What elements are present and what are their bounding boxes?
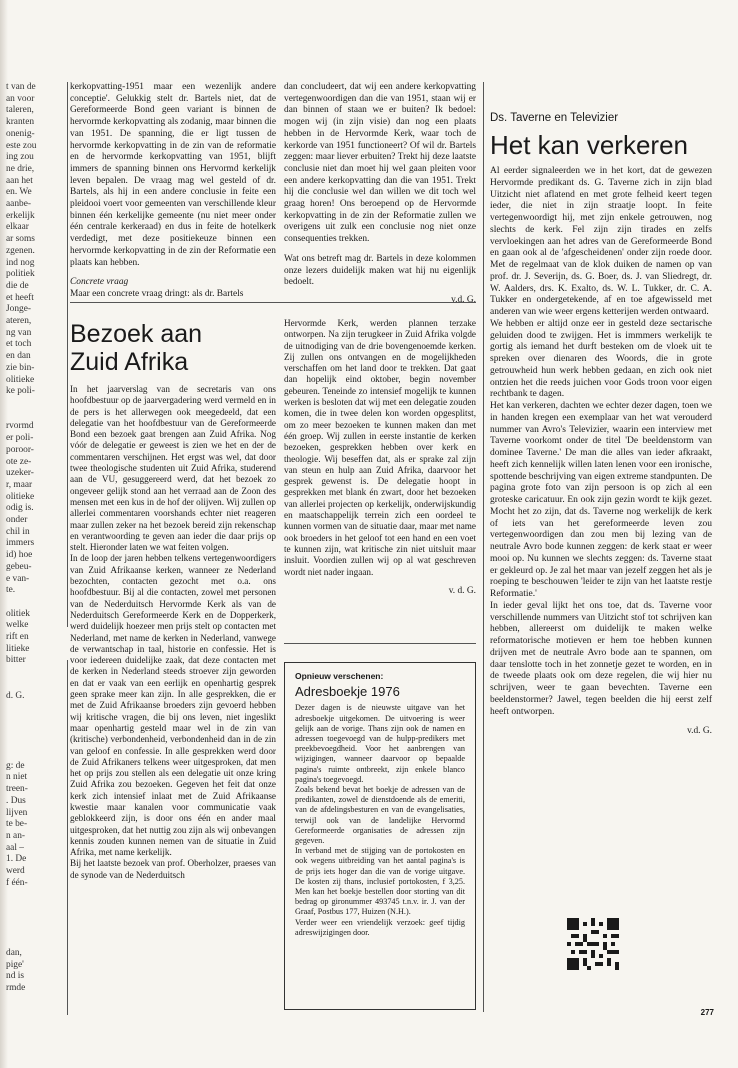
bezoek-p2: In de loop der jaren hebben telkens vertegenwoordigers van Zuid Afrikaanse kerken, wanneer ze Nederland bezochten, contacten gezocht met o.a. ons hoofdbestuur. Bij al die contacten, zowel met personen van de Nederduitsch Hervormde Kerk als van de Nederduitsch Gereformeerde Kerk en de Dopperkerk, werd duidelijk hoezeer men prijs stelt op contacten met Nederland, met name de kerken in Nederland, vanwege de verwantschap in taal, historie en confessie. Het is voor iedereen duidelijke zaak, dat deze contacten met de kerken in Nederland steeds stroever zijn geworden en dat er vaak van een eerlijk en openhartig gesprek geen sprake meer kan zijn. In alle gesprekken, die er met de Zuid Afrikaanse broeders zijn gevoerd hebben wij kritische vragen, die bij ons leven, niet ingeslikt maar openhartig gesteld maar wel in de zin van (kritische) verbondenheid, verbondenheid dan in de zin van geloof en confessie. In alle gesprekken werd door de Zuid Afrikaners telkens weer uitgesproken, dat men het op prijs zou stellen als een delegatie uit onze kring Zuid Afrika zou bezoeken. Gegeven het feit dat onze kerk zich intensief inlaat met de Zuid Afrikaanse kwestie maar kanalen voor communicatie vaak geblokkeerd zijn, is door ons één en ander maal uitgesproken, dat het nuttig zou zijn als wij onbevangen kennis zouden kunnen nemen van de situatie in Zuid Afrika, met name kerkelijk. — [70, 553, 276, 858]
margin-left-line — [6, 913, 64, 925]
margin-left-line: ote ze- — [6, 456, 32, 467]
column-rule-left — [67, 82, 68, 627]
margin-left-line: uzeker- — [6, 468, 34, 479]
box-p2: Zoals bekend bevat het boekje de adressen van de predikanten, zowel de dienstdoende als de emeriti, van de afdelingsbesturen en van de evangelisaties, terwijl ook van de landelijke Hervormd Gereformeerde organisaties de adressen zijn gegeven. — [295, 785, 465, 846]
left-margin-column — [6, 82, 64, 995]
right-article-body — [490, 166, 712, 738]
margin-left-line: ng van — [6, 327, 32, 338]
margin-left-line: welke — [6, 620, 29, 631]
right-article-kicker: Ds. Taverne en Televizier — [490, 112, 619, 124]
margin-left-line: werd — [6, 866, 25, 877]
margin-left-line: pige' — [6, 959, 24, 970]
margin-left-line: 1. De — [6, 854, 27, 865]
margin-left-line: poroor- — [6, 444, 34, 455]
right-article-title: Het kan verkeren — [490, 130, 688, 160]
margin-left-line: aan het — [6, 175, 33, 186]
right-article-signature: v.d. G. — [687, 726, 712, 737]
margin-left-line: aanbe- — [6, 199, 31, 210]
article-top-col2-p2: Wat ons betreft mag dr. Bartels in deze kolommen onze lezers duidelijk maken wat hij nu eigenlijk bedoelt. — [284, 253, 476, 288]
margin-left-line: et toch — [6, 339, 32, 350]
margin-left-line: . Dus — [6, 795, 26, 806]
margin-left-line — [6, 890, 64, 902]
bezoek-header — [70, 320, 276, 376]
box-title: Adresboekje 1976 — [295, 684, 400, 700]
box-kicker: Opnieuw verschenen: — [295, 671, 384, 681]
bezoek-col2 — [284, 318, 476, 597]
column-rule-left-lower — [67, 660, 68, 1015]
bezoek-p1: In het jaarverslag van de secretaris van ons hoofdbestuur op de jaarvergadering werd vermeld en in de pers is het allerwegen ook meegedeeld, dat een delegatie van het hoofdbestuur van de Gereformeerde Bond een bezoek gaat brengen aan Zuid Afrika. Nog vóór de delegatie er geweest is zien we het en der de commentaren verschijnen. Het ergst was wel, dat door twee theologische studenten uit Zuid Afrika, studerend aan de VU, gesuggereerd werd, dat het bezoek zo ongeveer gelijk stond aan het verraad aan de Zoon des mensen met een kus in de hof der olijven. Wij zullen op allerlei commentaren voorshands echter niet reageren maar zullen zeker na het bezoek bereid zijn rekenschap en verantwoording te geven aan ieder die daar prijs op stelt. Hieronder laten we wat feiten volgen. — [70, 384, 276, 553]
margin-left-line: n an- — [6, 831, 26, 841]
margin-left-line: odig is. — [6, 503, 34, 514]
margin-left-line — [6, 901, 64, 913]
margin-left-line — [6, 702, 64, 714]
margin-left-line — [6, 410, 64, 422]
margin-left-line: treen- — [6, 784, 28, 795]
right-article-p4: In ieder geval lijkt het ons toe, dat ds. Taverne voor verschillende nummers van Uitzicht stof tot schrijven kan hebben, allereerst om duidelijk te maken welke reformatorische motieven er hem toe hebben kunnen drijven met de neutrale Avro bode aan te spannen, om daar tenslotte toch in het zonnetje gezet te worden, en in de tweede plaats ook om deze regelen, die wij hier nu schrijven, weer te gaan bevechten. Taverne een beeldenstormer? Jawel, tegen beelden die hij eerst zelf heeft ontworpen. — [490, 600, 712, 717]
margin-left-line: f één- — [6, 877, 28, 888]
margin-left-line: zgenen. — [6, 245, 35, 256]
margin-left-line: gebeu- — [6, 561, 32, 572]
margin-left-line: dan, — [6, 948, 22, 959]
right-article-p2: We hebben er altijd onze eer in gesteld deze sectarische geluiden dood te zwijgen. Het is immmers werkelijk te gortig als iemand het durft besteken om de vloek uit te spreken over dienaren des Woords, die in grote getrouwheid hun werk hebben gedaan, en zich ook niet ontzien het die reeds juichen voor Gods troon voor eigen rechtbank te dagen. — [490, 318, 712, 400]
margin-left-line: ing zou — [6, 152, 34, 163]
margin-left-line: olitiek — [6, 608, 30, 619]
margin-left-line: olitieke — [6, 374, 35, 385]
bezoek-title-line2: Zuid Afrika — [70, 348, 189, 376]
margin-left-line: taleren, — [6, 105, 34, 116]
article-top-col2 — [284, 82, 476, 307]
margin-left-line: rmde — [6, 983, 26, 994]
margin-left-line: te be- — [6, 819, 28, 830]
margin-left-line: et heeft — [6, 292, 34, 303]
bezoek-p3: Bij het laatste bezoek van prof. Oberholzer, praeses van de synode van de Nederduitsch — [70, 858, 276, 880]
margin-left-line: lijven — [6, 807, 28, 818]
bezoek-signature: v. d. G. — [448, 585, 476, 596]
box-p1: Dezer dagen is de nieuwste uitgave van het adresboekje uitgekomen. De uitvoering is weer gelijk aan de vorige. Thans zijn ook de namen en adressen toegevoegd van de hulpp-predikers met preekbevoegdheid. Voor het aanbrengen van wijzigingen, wanneer daarvoor op bepaalde pagina's ruimte ontbreekt, zijn enkele blanco pagina's toegevoegd. — [295, 703, 465, 784]
margin-left-line: en. We — [6, 187, 32, 198]
margin-left-line — [6, 398, 64, 410]
margin-left-line: an voor — [6, 93, 35, 104]
margin-left-line: zie bin- — [6, 362, 35, 373]
margin-left-line: r, maar — [6, 479, 33, 490]
margin-left-line — [6, 597, 64, 609]
margin-left-line: erkelijk — [6, 210, 35, 221]
margin-left-line: e van- — [6, 573, 30, 584]
bezoek-p4: Hervormde Kerk, werden plannen terzake ontworpen. Na zijn terugkeer in Zuid Afrika volgde de uitnodiging van de drie bovengenoemde kerken. Zij zullen ons ontvangen en de mogelijkheden verschaffen om het land door te trekken. Dat gaat dan hopelijk eind oktober, begin november gebeuren. Teneinde zo intensief mogelijk te kunnen werken is besloten dat wij met een delegatie zouden komen, die in twee delen kon worden opgesplitst, om zo meer bezoeken te kunnen maken dan met één groep. Wij zullen in eerste instantie de kerken bezoeken, gesprekken hebben over kerk en theologie. Wij beseffen dat, als er sprake zal zijn van steun en hulp aan Zuid Afrika, daarvoor het gesprek gewenst is. De delegatie hoopt in gesprekken met blank én zwart, door het bezoeken van allerlei projecten op kerkelijk, onderwijskundig en maatschappelijk terrein zich een oordeel te kunnen vormen van de situatie daar, maar met name ook broeders in het geloof tot een hand en een voet te kunnen zijn, wat kritische zin niet uitsluit maar insluit. Voordien zullen wij op al wat geschreven wordt niet nader ingaan. — [284, 318, 476, 577]
margin-left-line — [6, 679, 64, 691]
box-p4: Verder weer een vriendelijk verzoek: geef tijdig adreswijzigingen door. — [295, 917, 465, 937]
page-number: 277 — [700, 1008, 714, 1017]
margin-left-line: nd is — [6, 971, 24, 982]
article-top-col1 — [70, 82, 276, 301]
margin-left-line: politiek — [6, 269, 35, 280]
margin-left-line: onder — [6, 515, 28, 526]
article-top-col2-p1: dan concludeert, dat wij een andere kerkopvatting vertegenwoordigen dan die van 1951, staan wij er dan binnen of staan we er buiten? Ik bedoel: mogen wij (in zijn visie) dan nog een plaats hebben in de Hervormde Kerk, waar toch de kerkorde van 1951 functioneert? Of wil dr. Bartels zeggen: maar liever erbuiten? Trekt hij deze laatste conclusie niet dan moet hij wel gaan pleiten voor een andere kerkopvatting dan die van 1951. Trekt hij die conclusie wel dan willen we dit toch wel graag horen! Ons beroepend op de Hervormde kerkopvatting in de zin der Reformatie zullen we overigens uit zulk een conclusie nog niet onze consequenties trekken. — [284, 82, 476, 245]
margin-left-line — [6, 667, 64, 679]
bezoek-title-line1: Bezoek aan — [70, 320, 203, 348]
margin-left-line: bitter — [6, 655, 26, 666]
article-top-col1-text: kerkopvatting-1951 maar een wezenlijk andere conceptie'. Gelukkig stelt dr. Bartels niet, dat de Gereformeerde Bond geen variant is binnen de hervormde kerkopvatting als zodanig, maar binnen die van 1951. De spanning, die er ligt tussen de hervormde kerkopvatting in de zin van de reformatie en de hervormde kerkopvatting van 1951, blijft immers de spanning binnen ons Hervormd kerkelijk leven bepalen. De vraag mag wel gesteld of dr. Bartels, als hij in een andere conclusie in feite een pleidooi voert voor gemeenten van verschillende kleur binnen één kerkelijke gemeente (nu niet meer onder één centrale kerkeraad) en dus in feite de hotelkerk verdedigt, met deze positiekeuze binnen een hervormde kerkopvatting in de zin der Reformatie een plaats kan hebben. — [70, 82, 276, 268]
margin-left-line: chil in — [6, 526, 30, 537]
qr-code-stamp — [567, 918, 619, 970]
margin-left-line — [6, 925, 64, 937]
margin-left-line: die de — [6, 280, 29, 291]
margin-left-line: g: de — [6, 760, 25, 771]
margin-left-line — [6, 749, 64, 761]
margin-left-line: ind nog — [6, 257, 35, 268]
margin-left-line: te. — [6, 585, 16, 596]
margin-left-line: d. G. — [6, 690, 25, 701]
subhead-concrete-vraag: Concrete vraag — [70, 277, 129, 288]
margin-left-line: rift en — [6, 632, 29, 643]
adresboekje-box — [284, 662, 476, 1010]
margin-left-line: ke poli- — [6, 386, 35, 397]
margin-left-line: n niet — [6, 772, 28, 783]
margin-left-line: litieke — [6, 643, 30, 654]
margin-left-line: Jonge- — [6, 304, 31, 315]
margin-left-line: ateren, — [6, 316, 32, 327]
right-article-p3: Het kan verkeren, dachten we echter dezer dagen, toen we in handen kregen een exemplaar van het wat verouderd nummer van Avro's Televizier, waarin een interview met Taverne voorkomt onder de titel 'De beeldenstorm van dominee Taverne.' De man die alles van ieder afkraakt, heeft zich kennelijk willen laten lenen voor een ironische, spottende beschrijving van eigen extreme standpunten. De pagina grote foto van zijn persoon is op zich al een groteske caricatuur. En ook zijn gezin wordt te kijk gezet. Mocht het zo zijn, dat ds. Taverne nog werkelijk de kerk of iets van het gereformeerde leven zou vertegenwoordigen dan zou men bij lezing van de neutrale Avro bode kunnen zeggen: de kerk staat er weer mooi op. Nu kunnen we slechts zeggen: ds. Taverne staat er gekleurd op. Je zal het maar van jezelf zeggen het als je roeping te beschouwen 'leider te zijn van het laatste restje Reformatie.' — [490, 401, 712, 599]
right-article-header — [490, 112, 712, 160]
margin-left-line: este zou — [6, 140, 37, 151]
margin-left-line: elkaar — [6, 222, 29, 233]
margin-left-line — [6, 714, 64, 726]
margin-left-line: immers — [6, 538, 35, 549]
margin-left-line: en dan — [6, 351, 31, 362]
article-top-col1-last: Maar een concrete vraag dringt: als dr. Bartels — [70, 288, 244, 299]
margin-left-line: olitieke — [6, 491, 35, 502]
margin-left-line: er poli- — [6, 433, 34, 444]
margin-left-line: ne drie, — [6, 163, 35, 174]
margin-left-line: ar soms — [6, 234, 35, 245]
bezoek-end-rule — [284, 643, 476, 644]
margin-left-line: id) hoe — [6, 550, 33, 561]
margin-left-line: onenig- — [6, 128, 35, 139]
margin-left-line — [6, 737, 64, 749]
margin-left-line — [6, 936, 64, 948]
margin-left-line — [6, 726, 64, 738]
margin-left-line: aal – — [6, 842, 24, 853]
margin-left-line: kranten — [6, 117, 35, 128]
bezoek-col1 — [70, 384, 276, 881]
column-rule-right — [483, 82, 484, 1012]
margin-left-line: rvormd — [6, 421, 34, 432]
margin-left-line: t van de — [6, 82, 36, 92]
box-p3: In verband met de stijging van de portokosten en ook wegens uitbreiding van het aantal pagina's is de prijs iets hoger dan die van de vorige uitgave. De kosten zij thans, inclusief portokosten, f 3,25. Men kan het boekje bestellen door storting van dit bedrag op gironummer 493745 t.n.v. ir. J. van der Graaf, Postbus 177, Huizen (N.H.). — [295, 846, 465, 917]
article-top-signature: v.d. G. — [451, 294, 476, 305]
right-article-p1: Al eerder signaleerden we in het kort, dat de gewezen Hervormde predikant ds. G. Taverne zich in zijn blad Uitzicht niet aflatend en met grote felheid keert tegen ieder, die niet in zijn straatje loopt. In feite vertegenwoordigt hij, met zijn enkele getrouwen, nog slechts de kerk. Fel zijn zijn tirades en zelfs vervloekingen aan het adres van de Gereformeerde Bond en gaan ook al de 'afgescheidenen' onder zijn roede door. Met de regelmaat van de klok duiken de namen op van prof. dr. J. Severijn, ds. G. Boer, ds. J. van Sliedregt, dr. W. Aalders, drs. K. Exalto, ds. W. L. Tukker, dr. C. A. Tukker en ondergetekende, af en toe afgewisseld met anderen van wie weer ergens ketterijen werden ontwaard. — [490, 166, 712, 317]
